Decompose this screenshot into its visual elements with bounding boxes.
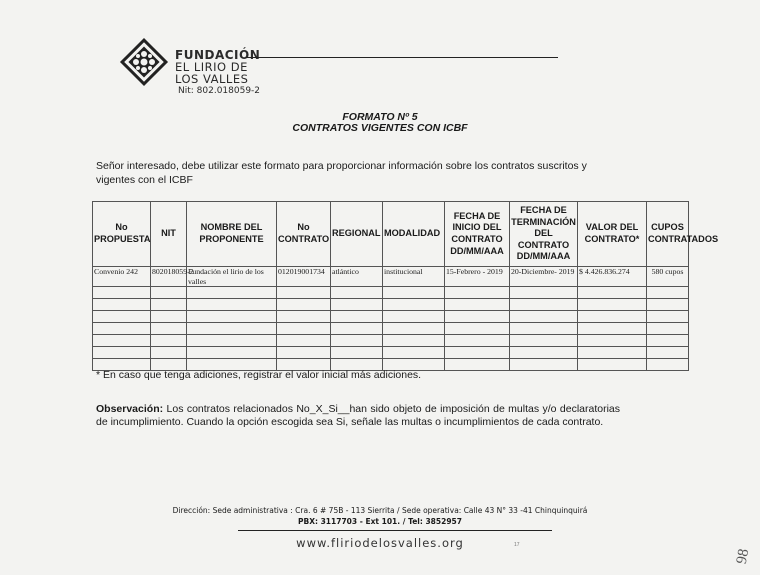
empty-cell [93, 323, 151, 335]
org-name-line1: FUNDACIÓN [175, 48, 261, 62]
empty-cell [647, 335, 689, 347]
empty-cell [151, 299, 187, 311]
header-no-contrato: No CONTRATO [277, 202, 331, 267]
table-row [93, 311, 689, 323]
footer-address: Dirección: Sede administrativa : Cra. 6 # 75B - 113 Sierrita / Sede operativa: Calle 43 N° 33 -41 Chinquinquirá [172, 506, 588, 515]
empty-cell [187, 347, 277, 359]
empty-cell [331, 287, 383, 299]
empty-cell [331, 347, 383, 359]
contracts-table [92, 201, 719, 371]
empty-cell [277, 335, 331, 347]
empty-cell [647, 287, 689, 299]
cell-cupos: 580 cupos [647, 267, 689, 287]
empty-cell [510, 359, 578, 371]
empty-cell [383, 311, 445, 323]
empty-cell [93, 347, 151, 359]
empty-cell [510, 347, 578, 359]
cell-nombre: Fundación el lirio de los valles [187, 267, 277, 287]
empty-cell [510, 335, 578, 347]
footnote: * En caso que tenga adiciones, registrar el valor inicial más adiciones. [96, 369, 422, 381]
empty-cell [383, 323, 445, 335]
table-header-row [93, 202, 689, 267]
footer-phones: PBX: 3117703 - Ext 101. / Tel: 3852957 [297, 517, 462, 526]
empty-cell [277, 323, 331, 335]
empty-cell [187, 311, 277, 323]
table-row [93, 323, 689, 335]
empty-cell [445, 359, 510, 371]
footer-small-mark: 17 [514, 542, 520, 548]
empty-cell [151, 323, 187, 335]
empty-cell [445, 347, 510, 359]
empty-cell [445, 287, 510, 299]
empty-cell [510, 299, 578, 311]
empty-cell [578, 335, 647, 347]
empty-cell [445, 299, 510, 311]
table-row [93, 347, 689, 359]
observation-text: Los contratos relacionados No_X_Si__han sido objeto de imposición de multas y/o declaratorias de incumplimiento. Cuando la opción escogida sea Si, señale las multas o incumplimientos de cada contrato. [96, 403, 621, 428]
empty-cell [331, 335, 383, 347]
form-subtitle: CONTRATOS VIGENTES CON ICBF [292, 122, 468, 134]
header-divider [246, 57, 558, 58]
empty-cell [93, 299, 151, 311]
empty-cell [277, 347, 331, 359]
observation-label: Observación: [96, 403, 164, 415]
empty-cell [578, 311, 647, 323]
cell-valor: $ 4.426.836.274 [578, 267, 647, 287]
empty-cell [647, 299, 689, 311]
empty-cell [151, 311, 187, 323]
empty-cell [151, 287, 187, 299]
header-no-propuesta: No PROPUESTA [93, 202, 151, 267]
cell-fecha-terminacion: 20-Diciembre- 2019 [510, 267, 578, 287]
empty-cell [331, 311, 383, 323]
empty-cell [187, 299, 277, 311]
empty-cell [383, 299, 445, 311]
empty-cell [578, 287, 647, 299]
empty-cell [510, 323, 578, 335]
empty-cell [383, 335, 445, 347]
handwritten-page-number: 98 [733, 547, 753, 566]
header-cupos: CUPOS CONTRATADOS [647, 202, 689, 267]
empty-cell [277, 299, 331, 311]
table-row [93, 299, 689, 311]
observation-paragraph [96, 403, 620, 429]
footer-website: www.fliriodelosvalles.org [296, 536, 464, 550]
header-fecha-inicio: FECHA DE INICIO DEL CONTRATO DD/MM/AAA [445, 202, 510, 267]
empty-cell [578, 323, 647, 335]
empty-cell [510, 311, 578, 323]
cell-no-contrato: 012019001734 [277, 267, 331, 287]
header-fecha-terminacion: FECHA DE TERMINACIÓN DEL CONTRATO DD/MM/AAA [510, 202, 578, 267]
header-nombre: NOMBRE DEL PROPONENTE [187, 202, 277, 267]
header-modalidad: MODALIDAD [383, 202, 445, 267]
foundation-logo-icon [118, 36, 170, 88]
cell-modalidad: institucional [383, 267, 445, 287]
empty-cell [331, 323, 383, 335]
empty-cell [647, 323, 689, 335]
empty-cell [187, 287, 277, 299]
empty-cell [578, 347, 647, 359]
empty-cell [187, 335, 277, 347]
org-name-line2: EL LIRIO DE [175, 60, 248, 74]
header-valor: VALOR DEL CONTRATO* [578, 202, 647, 267]
empty-cell [93, 287, 151, 299]
org-name-line3: LOS VALLES [175, 72, 249, 86]
header-regional: REGIONAL [331, 202, 383, 267]
cell-fecha-inicio: 15-Febrero - 2019 [445, 267, 510, 287]
empty-cell [187, 323, 277, 335]
empty-cell [647, 347, 689, 359]
empty-cell [331, 299, 383, 311]
empty-cell [578, 299, 647, 311]
cell-regional: atlántico [331, 267, 383, 287]
empty-cell [383, 287, 445, 299]
empty-cell [510, 287, 578, 299]
empty-cell [445, 311, 510, 323]
empty-cell [445, 323, 510, 335]
empty-cell [93, 311, 151, 323]
header-nit: NIT [151, 202, 187, 267]
empty-cell [151, 335, 187, 347]
empty-cell [277, 287, 331, 299]
cell-no-propuesta: Convenio 242 [93, 267, 151, 287]
form-title: FORMATO Nº 5 [342, 111, 418, 123]
table-row [93, 267, 689, 287]
empty-cell [383, 347, 445, 359]
empty-cell [151, 347, 187, 359]
empty-cell [647, 311, 689, 323]
cell-nit: 802018059-2 [151, 267, 187, 287]
empty-cell [578, 359, 647, 371]
intro-paragraph: Señor interesado, debe utilizar este formato para proporcionar información sobre los contratos suscritos y vigentes con el ICBF [96, 160, 587, 186]
empty-cell [445, 335, 510, 347]
table-row [93, 335, 689, 347]
footer-divider [238, 530, 552, 531]
empty-cell [647, 359, 689, 371]
empty-cell [277, 311, 331, 323]
table-row [93, 287, 689, 299]
org-nit: Nit: 802.018059-2 [178, 86, 261, 96]
empty-cell [93, 335, 151, 347]
